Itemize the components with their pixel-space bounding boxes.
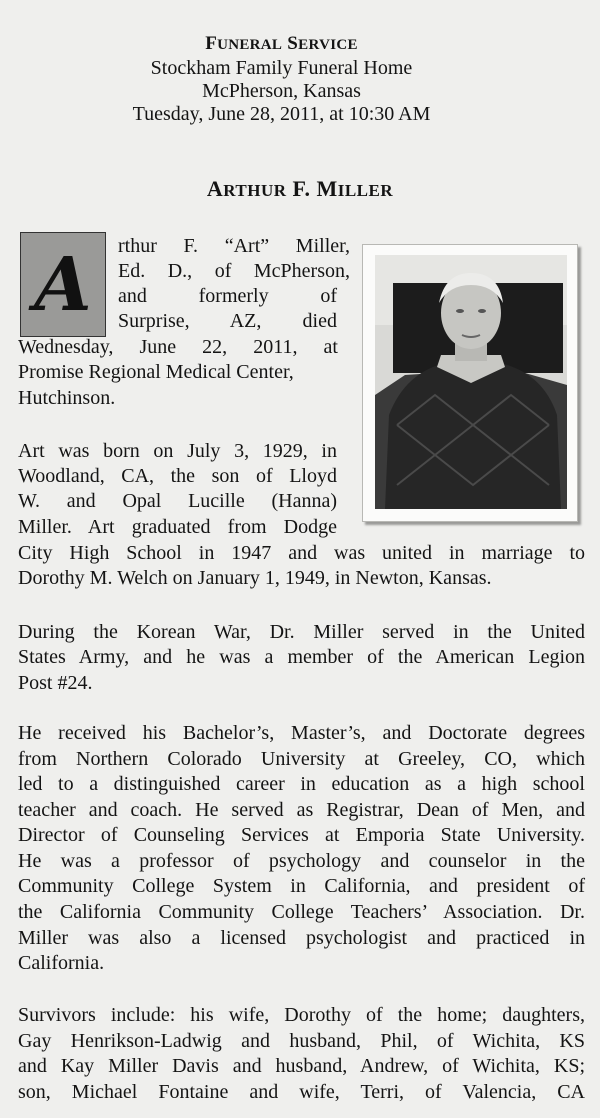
p2-line: Dorothy M. Welch on January 1, 1949, in Newton, Kansas. (18, 567, 492, 589)
p2-line: Woodland, CA, the son of Lloyd (18, 465, 337, 487)
p2-line: City High School in 1947 and was united in marriage to (18, 542, 585, 564)
p5-line: Gay Henrikson-Ladwig and husband, Phil, of Wichita, KS (18, 1030, 585, 1052)
p4-line: Community College System in California, and president of (18, 875, 585, 897)
p4-line: led to a distinguished career in education as a high school (18, 773, 585, 795)
p4-line: teacher and coach. He served as Registrar, Dean of Men, and (18, 799, 585, 821)
p5-line: son, Michael Fontaine and wife, Terri, of Valencia, CA (18, 1081, 585, 1103)
p3-line: States Army, and he was a member of the American Legion (18, 646, 585, 668)
portrait-frame (362, 244, 578, 522)
p1-line: Wednesday, June 22, 2011, at (18, 336, 338, 358)
portrait-photo (375, 255, 567, 509)
p1-line: Surprise, AZ, died (118, 310, 337, 332)
p4-line: the California Community College Teachers’ Association. Dr. (18, 901, 585, 923)
service-date-time: Tuesday, June 28, 2011, at 10:30 AM (132, 103, 431, 125)
service-header (0, 32, 563, 126)
p4-line: from Northern Colorado University at Greeley, CO, which (18, 748, 585, 770)
p3-line: Post #24. (18, 672, 93, 694)
p2-line: W. and Opal Lucille (Hanna) (18, 490, 337, 512)
service-title: FUNERAL SERVICE (205, 33, 358, 54)
p1-line: Promise Regional Medical Center, (18, 361, 294, 383)
service-location: McPherson, Kansas (202, 80, 361, 102)
deceased-name: ARTHUR F. MILLER (206, 176, 394, 201)
p5-line: and Kay Miller Davis and husband, Andrew, of Wichita, KS; (18, 1055, 585, 1077)
p1-line: and formerly of (118, 285, 337, 307)
p2-line: Miller. Art graduated from Dodge (18, 516, 337, 538)
p2-line: Art was born on July 3, 1929, in (18, 440, 337, 462)
p4-line: Miller was also a licensed psychologist and practiced in (18, 927, 585, 949)
funeral-home: Stockham Family Funeral Home (150, 57, 413, 79)
p4-line: He received his Bachelor’s, Master’s, and Doctorate degrees (18, 722, 585, 744)
p1-line: rthur F. “Art” Miller, (118, 235, 350, 257)
drop-cap: A (20, 232, 106, 337)
p3-line: During the Korean War, Dr. Miller served in the United (18, 621, 585, 643)
p4-line: Director of Counseling Services at Emporia State University. (18, 824, 585, 846)
p1-line: Ed. D., of McPherson, (118, 260, 350, 282)
p4-line: He was a professor of psychology and counselor in the (18, 850, 585, 872)
p1-line: Hutchinson. (18, 387, 116, 409)
p5-line: Survivors include: his wife, Dorothy of the home; daughters, (18, 1004, 585, 1026)
p4-line: California. (18, 952, 105, 974)
